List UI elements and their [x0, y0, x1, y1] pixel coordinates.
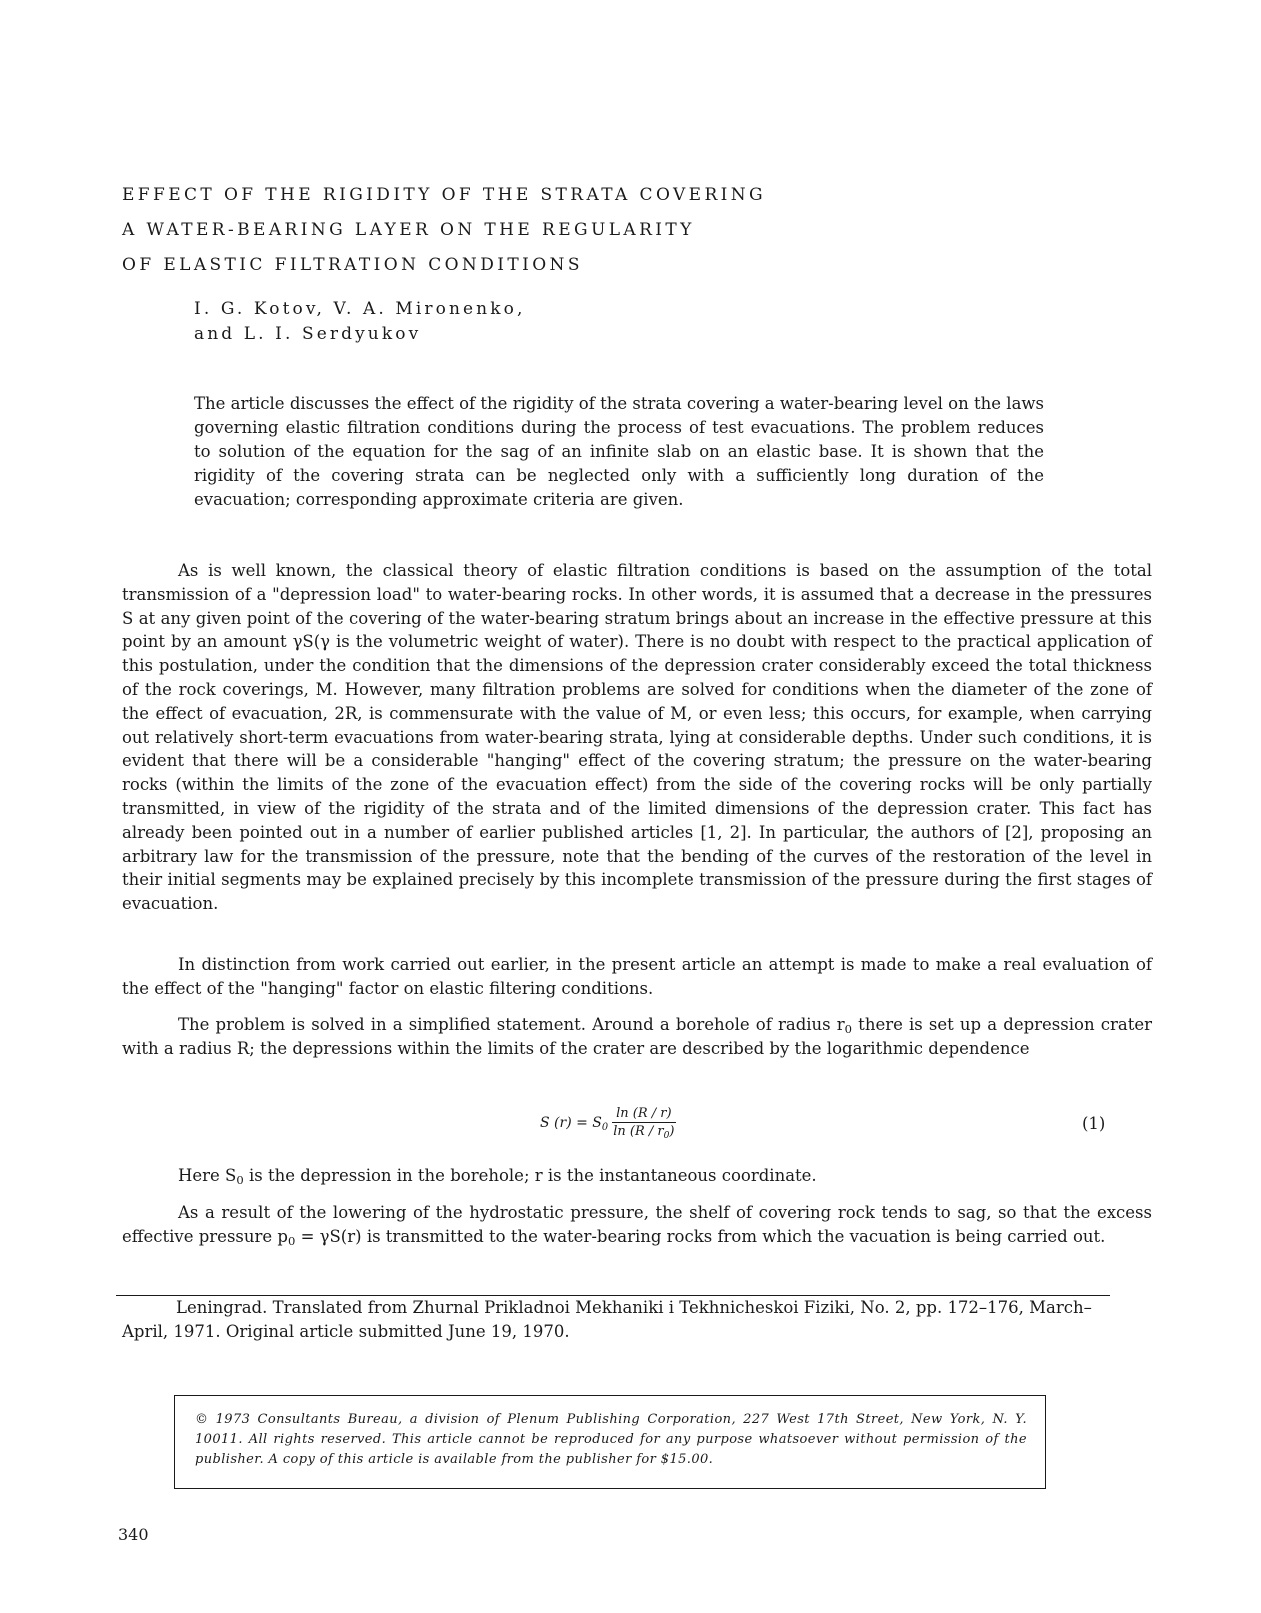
- body-paragraph-4: [122, 1164, 1152, 1188]
- footnote-text: Leningrad. Translated from Zhurnal Prikladnoi Mekhaniki i Tekhnicheskoi Fiziki, No. 2, pp. 172–176, March–April, 1971. Original article submitted June 19, 1970.: [122, 1298, 1092, 1341]
- equation-lhs-text: S (r) = S: [540, 1114, 602, 1131]
- text-segment: The problem is solved in a simplified statement. Around a borehole of radius r: [178, 1015, 845, 1034]
- equation-1: [540, 1106, 676, 1139]
- text-segment: is the depression in the borehole; r is the instantaneous coordinate.: [243, 1166, 817, 1185]
- copyright-box: [174, 1395, 1046, 1489]
- denominator-text: ln (R / r: [613, 1124, 664, 1139]
- equation-fraction: [612, 1106, 675, 1139]
- denominator-text: ): [669, 1124, 675, 1139]
- title-line: OF ELASTIC FILTRATION CONDITIONS: [122, 255, 583, 275]
- author-line: I. G. Kotov, V. A. Mironenko,: [194, 299, 526, 319]
- text-segment: = γS(r) is transmitted to the water-bearing rocks from which the vacuation is being carried out.: [295, 1226, 1106, 1246]
- paragraph-text: [122, 1013, 1152, 1061]
- subscript: 0: [287, 1233, 296, 1248]
- text-segment: As a result of the lowering of the hydrostatic pressure, the shelf of covering rock tends to sag, so that the excess effective pressure p: [122, 1203, 1152, 1246]
- body-paragraph-5: [122, 1201, 1152, 1249]
- paragraph-text: [122, 1164, 1152, 1188]
- title-line: EFFECT OF THE RIGIDITY OF THE STRATA COVERING: [122, 185, 767, 205]
- body-paragraph-3: [122, 1013, 1152, 1061]
- copyright-notice: © 1973 Consultants Bureau, a division of Plenum Publishing Corporation, 227 West 17th Street, New York, N. Y. 10011. All rights reserved. This article cannot be reproduced for any purpose whatsoever without permission of the publisher. A copy of this article is available from the publisher for $15.00.: [195, 1412, 1027, 1467]
- equation-number: (1): [1082, 1114, 1106, 1133]
- body-paragraph-1: [122, 559, 1152, 916]
- body-paragraph-2: [122, 953, 1152, 1001]
- subscript: 0: [601, 1121, 609, 1133]
- paragraph-text: As is well known, the classical theory of elastic filtration conditions is based on the assumption of the total transmission of a "depression load" to water-bearing rocks. In other words, it is assumed that a decrease in the pressures S at any given point of the covering of the water-bearing stratum brings about an increase in the effective pressure at this point by an amount γS(γ is the volumetric weight of water). There is no doubt with respect to the practical application of this postulation, under the condition that the dimensions of the depression crater considerably exceed the total thickness of the rock coverings, M. However, many filtration problems are solved for conditions when the diameter of the zone of the effect of evacuation, 2R, is commensurate with the value of M, or even less; this occurs, for example, when carrying out relatively short-term evacuations from water-bearing strata, lying at considerable depths. Under such conditions, it is evident that there will be a considerable "hanging" effect of the covering stratum; the pressure on the water-bearing rocks (within the limits of the zone of the evacuation effect) from the side of the covering rocks will be only partially transmitted, in view of the rigidity of the strata and of the limited dimensions of the depression crater. This fact has already been pointed out in a number of earlier published articles [1, 2]. In particular, the authors of [2], proposing an arbitrary law for the transmission of the pressure, note that the bending of the curves of the restoration of the level in their initial segments may be explained precisely by this incomplete transmission of the pressure during the first stages of evacuation.: [122, 561, 1152, 914]
- paragraph-text: [122, 1201, 1152, 1249]
- subscript: 0: [663, 1131, 670, 1141]
- equation-numerator: ln (R / r): [612, 1106, 675, 1123]
- title-line: A WATER-BEARING LAYER ON THE REGULARITY: [122, 220, 695, 240]
- subscript: 0: [236, 1173, 244, 1187]
- equation-lhs: [540, 1115, 608, 1131]
- text-segment: there is set up a depression crater with a radius R; the depressions within the limits of the crater are described by the logarithmic dependence: [122, 1015, 1152, 1058]
- footnote: [122, 1296, 1122, 1344]
- equation-denominator: [613, 1123, 674, 1139]
- text-segment: Here S: [178, 1166, 237, 1185]
- article-title: [122, 178, 922, 283]
- author-list: [194, 297, 525, 347]
- page-number: 340: [118, 1525, 149, 1544]
- subscript: 0: [844, 1022, 853, 1036]
- author-line: and L. I. Serdyukov: [194, 324, 422, 344]
- abstract: The article discusses the effect of the rigidity of the strata covering a water-bearing level on the laws governing elastic filtration conditions during the process of test evacuations. The problem reduces to solution of the equation for the sag of an infinite slab on an elastic base. It is shown that the rigidity of the covering strata can be neglected only with a sufficiently long duration of the evacuation; corresponding approximate criteria are given.: [194, 394, 1044, 509]
- paragraph-text: In distinction from work carried out earlier, in the present article an attempt is made to make a real evaluation of the effect of the "hanging" factor on elastic filtering conditions.: [122, 955, 1152, 998]
